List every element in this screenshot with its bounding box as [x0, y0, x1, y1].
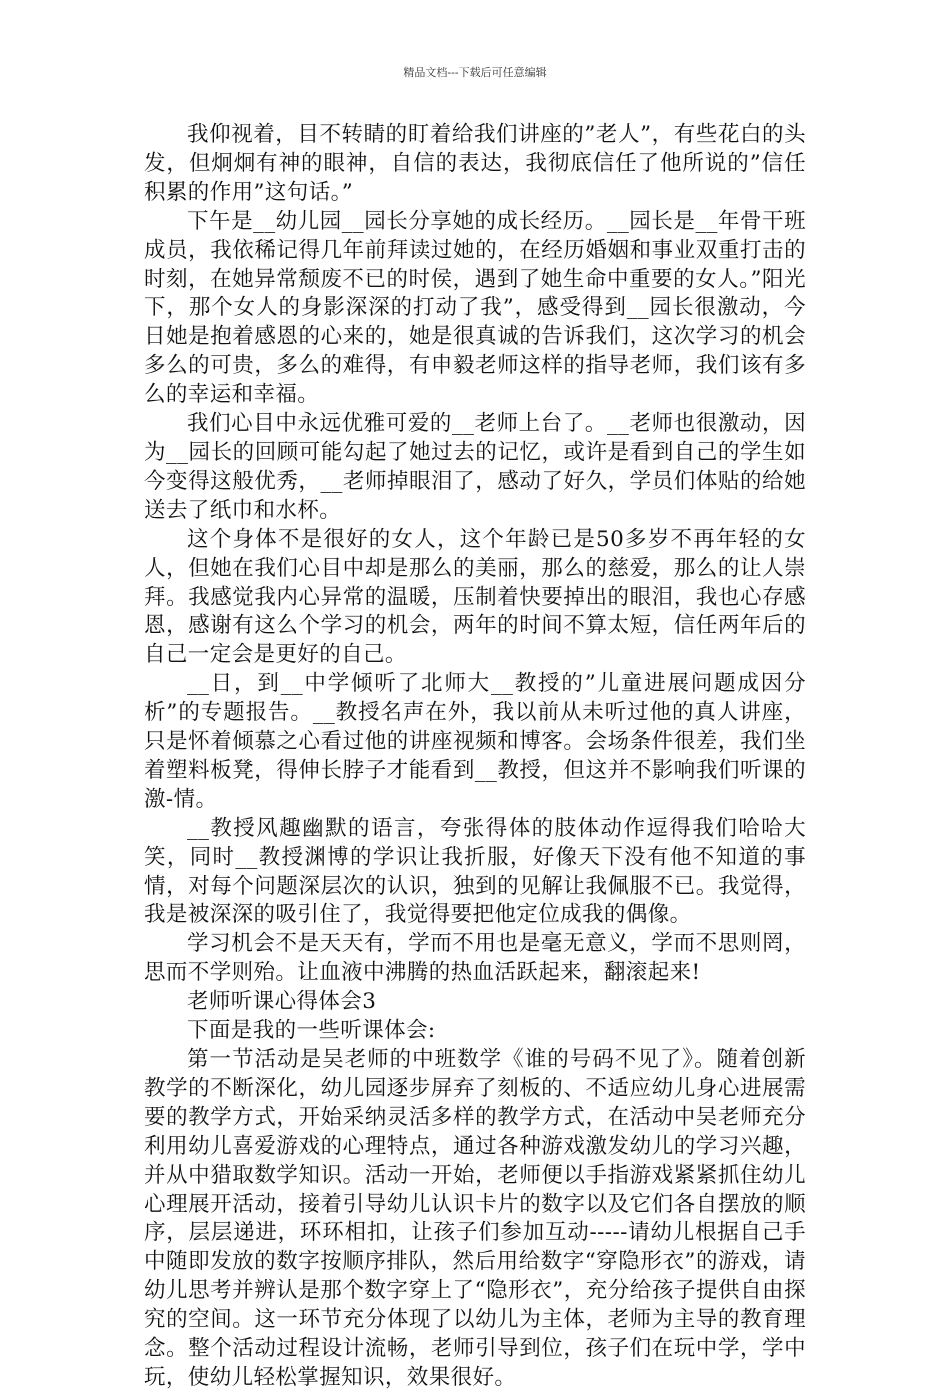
- paragraph: 下午是__幼儿园__园长分享她的成长经历。__园长是__年骨干班成员，我依稀记得几年前拜读过她的，在经历婚姻和事业双重打击的时刻，在她异常颓废不已的时侯，遇到了她生命中重要的女人。”阳光下，那个女人的身影深深的打动了我”，感受得到__园长很激动，今日她是抱着感恩的心来的，她是很真诚的告诉我们，这次学习的机会多么的可贵，多么的难得，有申毅老师这样的指导老师，我们该有多么的幸运和幸福。: [144, 208, 806, 408]
- paragraph: __日，到__中学倾听了北师大__教授的”儿童进展问题成因分析”的专题报告。__教授名声在外，我以前从未听过他的真人讲座，只是怀着倾慕之心看过他的讲座视频和博客。会场条件很差，我们坐着塑料板凳，得伸长脖子才能看到__教授，但这并不影响我们听课的激-情。: [144, 671, 806, 812]
- paragraph: 我们心目中永远优雅可爱的__老师上台了。__老师也很激动，因为__园长的回顾可能勾起了她过去的记忆，或许是看到自己的学生如今变得这般优秀，__老师掉眼泪了，感动了好久，学员们体贴的给她送去了纸巾和水杯。: [144, 411, 806, 523]
- paragraph: 下面是我的一些听课体会:: [187, 1018, 436, 1044]
- page-header: 精品文档---下载后可任意编辑: [403, 66, 547, 79]
- paragraph: 我仰视着，目不转睛的盯着给我们讲座的”老人”，有些花白的头发，但炯炯有神的眼神，自信的表达，我彻底信任了他所说的”信任积累的作用”这句话。”: [144, 122, 806, 205]
- document-body: [144, 121, 806, 1393]
- paragraph: 这个身体不是很好的女人，这个年龄已是50多岁不再年轻的女人，但她在我们心目中却是那么的美丽，那么的慈爱，那么的让人崇拜。我感觉我内心异常的温暖，压制着快要掉出的眼泪，我也心存感恩，感谢有这么个学习的机会，两年的时间不算太短，信任两年后的自己一定会是更好的自己。: [144, 526, 806, 668]
- section-heading: 老师听课心得体会3: [187, 989, 377, 1015]
- paragraph: 学习机会不是天天有，学而不用也是毫无意义，学而不思则罔，思而不学则殆。让血液中沸腾的热血活跃起来，翻滚起来!: [144, 931, 806, 986]
- paragraph: 第一节活动是吴老师的中班数学《谁的号码不见了》。随着创新教学的不断深化，幼儿园逐步屏弃了刻板的、不适应幼儿身心进展需要的教学方式，开始采纳灵活多样的教学方式，在活动中吴老师充分利用幼儿喜爱游戏的心理特点，通过各种游戏激发幼儿的学习兴趣，并从中猎取数学知识。活动一开始，老师便以手指游戏紧紧抓住幼儿心理展开活动，接着引导幼儿认识卡片的数字以及它们各自摆放的顺序，层层递进，环环相扣，让孩子们参加互动-----请幼儿根据自己手中随即发放的数字按顺序排队，然后用给数字“穿隐形衣”的游戏，请幼儿思考并辨认是那个数字穿上了“隐形衣”，充分给孩子提供自由探究的空间。这一环节充分体现了以幼儿为主体，老师为主导的教育理念。整个活动过程设计流畅，老师引导到位，孩子们在玩中学，学中玩，使幼儿轻松掌握知识，效果很好。: [144, 1047, 806, 1390]
- paragraph: __教授风趣幽默的语言，夸张得体的肢体动作逗得我们哈哈大笑，同时__教授渊博的学识让我折服，好像天下没有他不知道的事情，对每个问题深层次的认识，独到的见解让我佩服不已。我觉得，我是被深深的吸引住了，我觉得要把他定位成我的偶像。: [144, 815, 806, 928]
